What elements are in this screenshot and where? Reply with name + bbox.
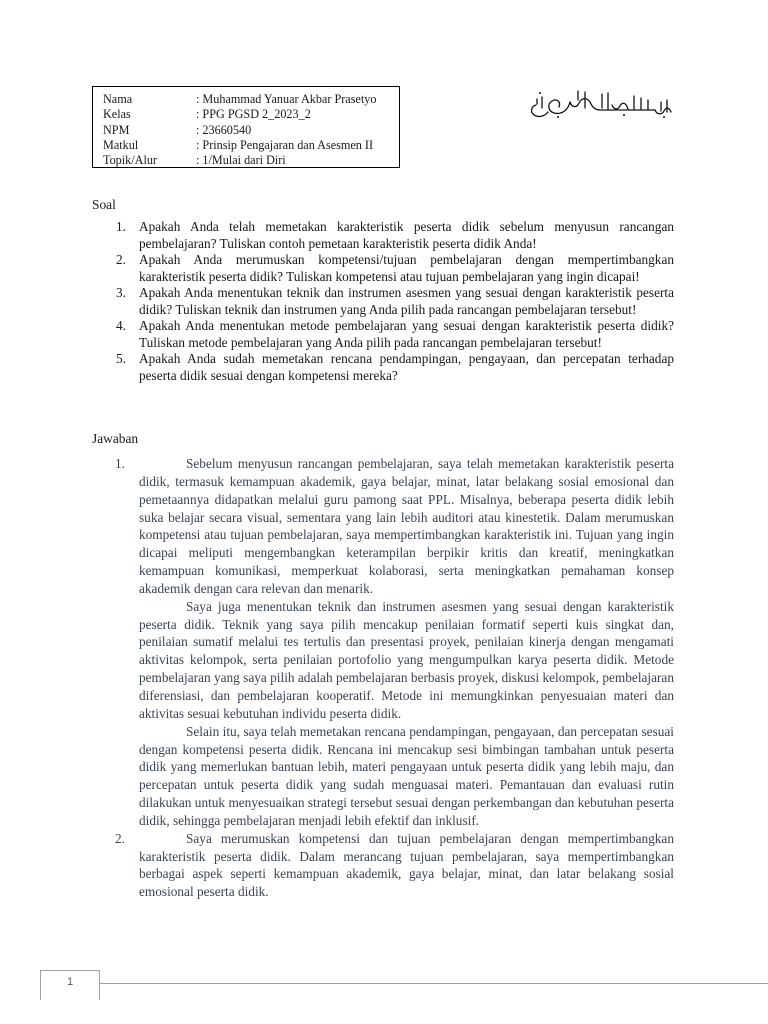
info-label: Nama <box>103 92 133 106</box>
info-value: : Prinsip Pengajaran dan Asesmen II <box>196 137 374 152</box>
question-number: 1. <box>116 219 126 234</box>
bismillah-calligraphy-icon <box>528 88 674 122</box>
question-text: Apakah Anda sudah memetakan rencana pendampingan, pengayaan, dan percepatan terhadap peserta didik sesuai dengan kompetensi mereka? <box>139 351 674 383</box>
jawaban-heading: Jawaban <box>92 431 139 446</box>
info-label: Kelas <box>103 107 131 122</box>
info-value: : 1/Mulai dari Diri <box>196 153 286 168</box>
footer-divider <box>100 983 768 984</box>
info-row-npm <box>103 123 399 138</box>
info-row-kelas <box>103 107 399 122</box>
info-label: Topik/Alur <box>103 153 157 168</box>
question-list <box>92 219 674 384</box>
info-value: : 23660540 <box>196 122 252 137</box>
answer-number: 1. <box>115 456 125 471</box>
answer-item-2 <box>92 830 674 901</box>
info-label: NPM <box>103 122 130 137</box>
question-text: Apakah Anda merumuskan kompetensi/tujuan pembelajaran dengan mempertimbangkan karakteristik peserta didik? Tuliskan kompetensi atau tujuan pembelajaran yang ingin dicapai! <box>139 252 674 284</box>
info-value: : Muhammad Yanuar Akbar Prasetyo <box>196 92 377 106</box>
answer-paragraph: Saya juga menentukan teknik dan instrumen asesmen yang sesuai dengan karakteristik peserta didik. Teknik yang saya pilih mencakup penilaian formatif seperti kuis singkat dan, penilaian sumatif melalui tes tertulis dan presentasi proyek, penilaian kinerja dengan mengamati aktivitas kelompok, serta penilaian portofolio yang mengumpulkan karya peserta didik. Metode pembelajaran yang saya pilih adalah pembelajaran berbasis proyek, diskusi kelompok, pembelajaran diferensiasi, dan pembelajaran kooperatif. Metode ini memungkinkan penyesuaian materi dan aktivitas sesuai kebutuhan individu peserta didik. <box>139 598 674 721</box>
question-item <box>92 219 674 252</box>
soal-heading: Soal <box>92 197 116 212</box>
answer-item-1 <box>92 455 674 830</box>
info-row-matkul <box>103 138 399 153</box>
question-item <box>92 351 674 384</box>
student-info-box <box>92 86 400 168</box>
answer-paragraph: Saya merumuskan kompetensi dan tujuan pembelajaran dengan mempertimbangkan karakteristik peserta didik. Dalam merancang tujuan pembelajaran, saya mempertimbangkan berbagai aspek seperti kemampuan akademik, gaya belajar, minat, dan latar belakang sosial emosional peserta didik. <box>139 830 674 900</box>
question-number: 4. <box>116 318 126 333</box>
question-text: Apakah Anda telah memetakan karakteristik peserta didik sebelum menyusun rancangan pembelajaran? Tuliskan contoh pemetaan karakteristik peserta didik Anda! <box>139 219 674 251</box>
answer-list <box>92 455 674 901</box>
info-row-nama <box>103 92 399 107</box>
page-number: 1 <box>40 970 100 1000</box>
question-text: Apakah Anda menentukan metode pembelajaran yang sesuai dengan karakteristik peserta didik? Tuliskan metode pembelajaran yang Anda pilih pada rancangan pembelajaran tersebut! <box>139 318 674 350</box>
question-number: 5. <box>116 351 126 366</box>
info-row-topik <box>103 153 399 168</box>
question-item <box>92 252 674 285</box>
answer-paragraph: Sebelum menyusun rancangan pembelajaran, saya telah memetakan karakteristik peserta didik, termasuk kemampuan akademik, gaya belajar, minat, latar belakang sosial emosional dan pemetaannya didapatkan melalui guru pamong saat PPL. Misalnya, beberapa peserta didik lebih suka belajar secara visual, sementara yang lain lebih auditori atau kinestetik. Dalam merumuskan kompetensi atau tujuan pembelajaran, saya mempertimbangkan karakteristik ini. Tujuan yang ingin dicapai meliputi mengembangkan keterampilan berpikir kritis dan kreatif, meningkatkan kemampuan komunikasi, memperkuat kolaborasi, serta meningkatkan pemahaman konsep akademik dengan cara relevan dan menarik. <box>139 456 674 596</box>
question-number: 2. <box>116 252 126 267</box>
info-value: : PPG PGSD 2_2023_2 <box>196 107 311 122</box>
info-label: Matkul <box>103 137 139 152</box>
question-text: Apakah Anda menentukan teknik dan instrumen asesmen yang sesuai dengan karakteristik peserta didik? Tuliskan teknik dan instrumen yang Anda pilih pada rancangan pembelajaran tersebut! <box>139 285 674 317</box>
question-item <box>92 285 674 318</box>
question-item <box>92 318 674 351</box>
answer-number: 2. <box>115 830 125 846</box>
question-number: 3. <box>116 285 126 300</box>
answer-paragraph: Selain itu, saya telah memetakan rencana pendampingan, pengayaan, dan percepatan sesuai dengan kompetensi peserta didik. Rencana ini mencakup sesi bimbingan tambahan untuk peserta didik yang memerlukan bantuan lebih, materi pengayaan untuk peserta didik yang lebih maju, dan percepatan untuk peserta didik yang sudah menguasai materi. Pemantauan dan evaluasi rutin dilakukan untuk menyesuaikan strategi tersebut sesuai dengan perkembangan dan kebutuhan peserta didik, sehingga pembelajaran menjadi lebih efektif dan inklusif. <box>139 723 674 828</box>
